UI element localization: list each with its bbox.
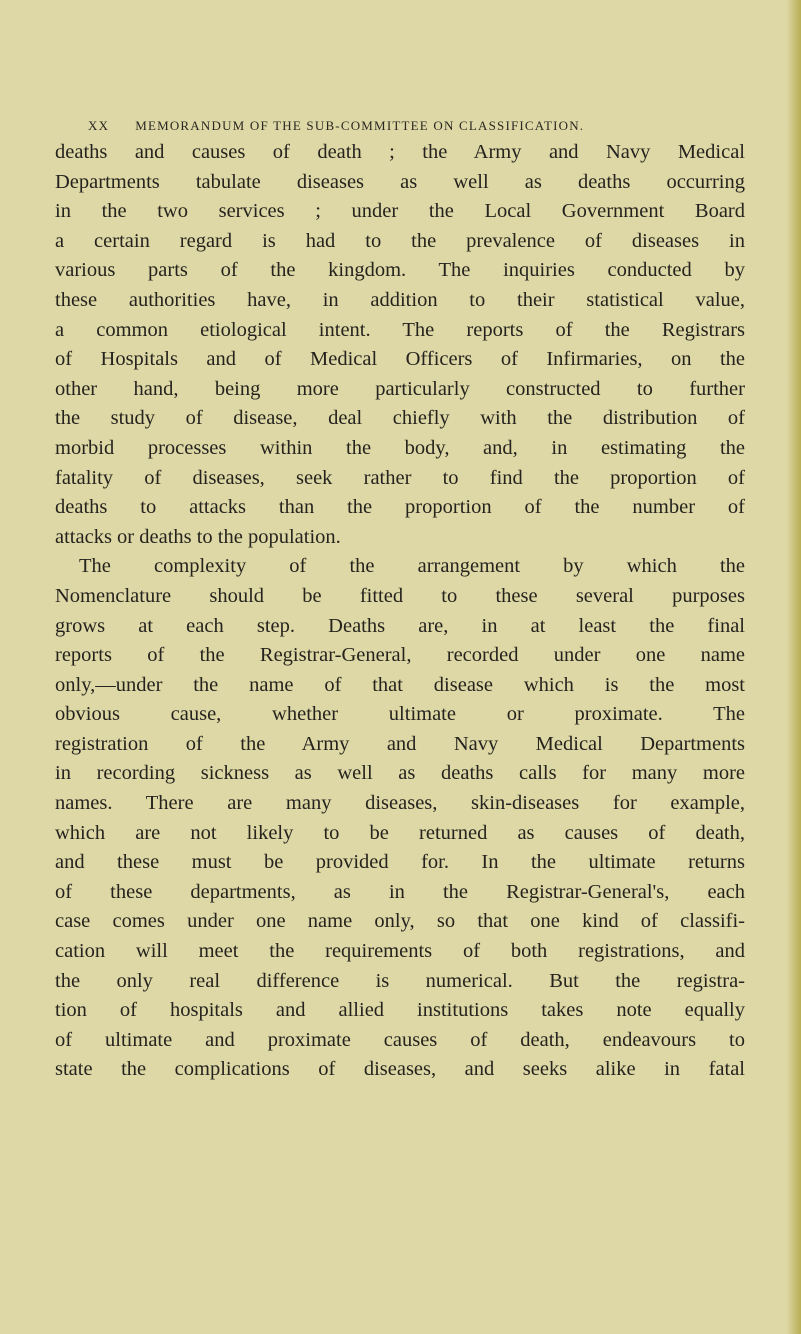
text-line: of these departments, as in the Registrar-General's, each [55, 880, 745, 903]
text-line: fatality of diseases, seek rather to find the proportion of [55, 466, 745, 489]
page-number: XX [88, 118, 110, 133]
text-line: the only real difference is numerical. But the registra- [55, 969, 745, 992]
running-head [88, 118, 728, 134]
text-line: in recording sickness as well as deaths calls for many more [55, 762, 745, 785]
text-line: state the complications of diseases, and seeks alike in fatal [55, 1058, 745, 1081]
text-line: a common etiological intent. The reports of the Registrars [55, 318, 745, 341]
text-line: grows at each step. Deaths are, in at least the final [55, 614, 745, 637]
text-line: which are not likely to be returned as causes of death, [55, 821, 745, 844]
text-line: only,—under the name of that disease which is the most [55, 673, 745, 696]
text-line: of Hospitals and of Medical Officers of Infirmaries, on the [55, 348, 745, 371]
text-line: tion of hospitals and allied institutions takes note equally [55, 999, 745, 1022]
text-line: names. There are many diseases, skin-diseases for example, [55, 792, 745, 815]
text-line: case comes under one name only, so that one kind of classifi- [55, 910, 745, 933]
text-line: Departments tabulate diseases as well as deaths occurring [55, 170, 745, 193]
text-line: these authorities have, in addition to their statistical value, [55, 288, 745, 311]
text-line: registration of the Army and Navy Medical Departments [55, 732, 745, 755]
text-line: deaths and causes of death ; the Army and Navy Medical [55, 141, 745, 163]
text-line: other hand, being more particularly constructed to further [55, 377, 745, 400]
text-line: of ultimate and proximate causes of death, endeavours to [55, 1028, 745, 1051]
running-title: MEMORANDUM OF THE SUB-COMMITTEE ON CLASSIFICATION. [135, 118, 585, 133]
text-line: the study of disease, deal chiefly with the distribution of [55, 407, 745, 430]
text-line: a certain regard is had to the prevalence of diseases in [55, 229, 745, 252]
text-line: reports of the Registrar-General, recorded under one name [55, 644, 745, 667]
body-text [55, 138, 745, 1085]
text-line: obvious cause, whether ultimate or proximate. The [55, 703, 745, 726]
text-line: in the two services ; under the Local Government Board [55, 200, 745, 223]
page-edge-shadow [787, 0, 801, 1334]
text-line: Nomenclature should be fitted to these several purposes [55, 584, 745, 607]
text-line: cation will meet the requirements of both registrations, and [55, 940, 745, 963]
text-line: morbid processes within the body, and, in estimating the [55, 436, 745, 459]
text-line: deaths to attacks than the proportion of the number of [55, 496, 745, 519]
text-line: The complexity of the arrangement by which the [79, 555, 745, 578]
text-line: various parts of the kingdom. The inquiries conducted by [55, 259, 745, 282]
text-line: attacks or deaths to the population. [55, 525, 341, 548]
text-line: and these must be provided for. In the ultimate returns [55, 851, 745, 874]
